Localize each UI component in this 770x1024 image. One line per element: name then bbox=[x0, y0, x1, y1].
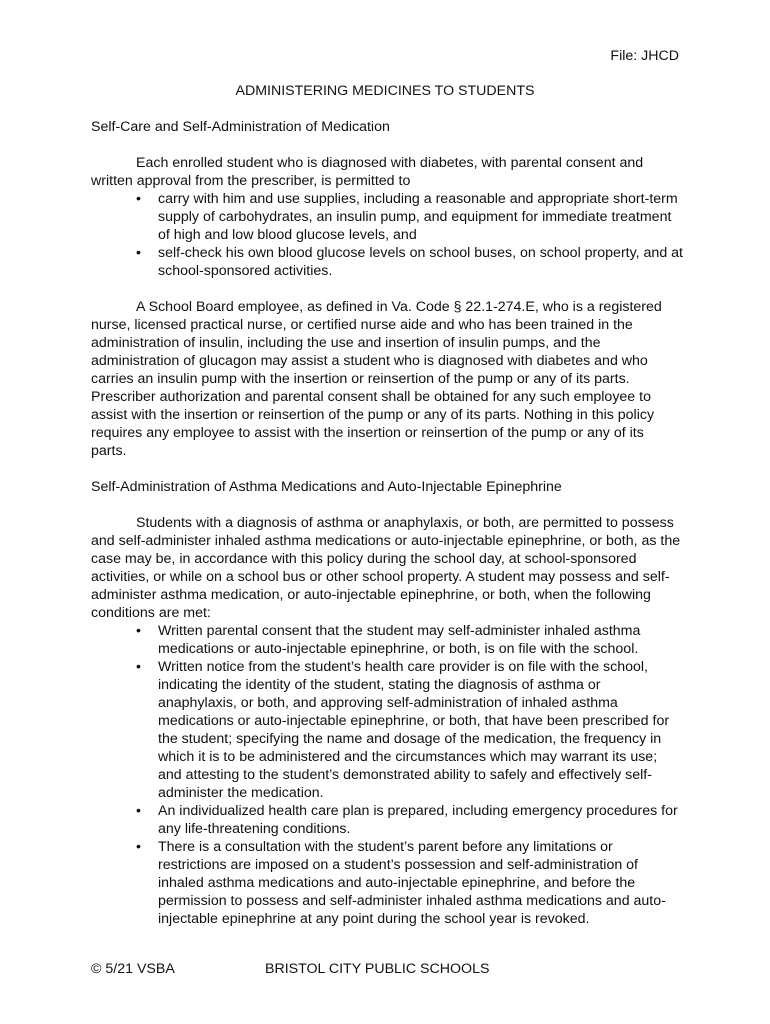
list-item bbox=[91, 658, 683, 802]
file-code: File: JHCD bbox=[610, 48, 679, 64]
list-item-text: self-check his own blood glucose levels on school buses, on school property, and at school-sponsored activities. bbox=[158, 245, 683, 279]
list-item-text: There is a consultation with the student’s parent before any limitations or restrictions are imposed on a student’s possession and self-administration of inhaled asthma medications and auto-injectable epinephrine, and before the permission to possess and self-administer inhaled asthma medications and auto-injectable epinephrine at any point during the school year is revoked. bbox=[158, 839, 666, 927]
list-item-text: carry with him and use supplies, including a reasonable and appropriate short-term supply of carbohydrates, an insulin pump, and equipment for immediate treatment of high and low blood glucose levels, and bbox=[158, 191, 678, 243]
asthma-bullet-list bbox=[91, 622, 683, 928]
bullet-icon: • bbox=[136, 245, 141, 261]
document-title: ADMINISTERING MEDICINES TO STUDENTS bbox=[235, 83, 535, 99]
list-item-text: Written notice from the student’s health care provider is on file with the school, indicating the identity of the student, stating the diagnosis of asthma or anaphylaxis, or both, and approving self-administration of inhaled asthma medications or auto-injectable epinephrine, or both, that have been prescribed for the student; specifying the name and dosage of the medication, the frequency in which it is to be administered and the circumstances which may warrant its use; and attesting to the student’s demonstrated ability to safely and effectively self-administer the medication. bbox=[158, 659, 670, 801]
footer-organization: BRISTOL CITY PUBLIC SCHOOLS bbox=[265, 961, 490, 977]
paragraph-asthma-intro: Students with a diagnosis of asthma or anaphylaxis, or both, are permitted to possess and self-administer inhaled asthma medications or auto-injectable epinephrine, or both, as the case may be, in accordance with this policy during the school day, at school-sponsored activities, or while on a school bus or other school property. A student may possess and self-administer asthma medication, or auto-injectable epinephrine, or both, when the following conditions are met: bbox=[91, 515, 681, 621]
diabetes-bullet-list bbox=[91, 190, 683, 280]
list-item bbox=[91, 802, 683, 838]
document-body bbox=[91, 118, 683, 928]
list-item bbox=[91, 622, 683, 658]
list-item bbox=[91, 838, 683, 928]
paragraph-insulin-pump: A School Board employee, as defined in Va. Code § 22.1-274.E, who is a registered nurse, licensed practical nurse, or certified nurse aide and who has been trained in the administration of insulin, including the use and insertion of insulin pumps, and the administration of glucagon may assist a student who is diagnosed with diabetes and who carries an insulin pump with the insertion or reinsertion of the pump or any of its parts. Prescriber authorization and parental consent shall be obtained for any such employee to assist with the insertion or reinsertion of the pump or any of its parts. Nothing in this policy requires any employee to assist with the insertion or reinsertion of the pump or any of its parts. bbox=[91, 299, 662, 459]
list-item bbox=[91, 190, 683, 244]
list-item-text: An individualized health care plan is prepared, including emergency procedures for any life-threatening conditions. bbox=[158, 803, 678, 837]
bullet-icon: • bbox=[136, 623, 141, 639]
bullet-icon: • bbox=[136, 839, 141, 855]
footer-copyright: © 5/21 VSBA bbox=[91, 961, 175, 977]
bullet-icon: • bbox=[136, 803, 141, 819]
list-item bbox=[91, 244, 683, 280]
bullet-icon: • bbox=[136, 659, 141, 675]
section-heading-asthma: Self-Administration of Asthma Medications and Auto-Injectable Epinephrine bbox=[91, 479, 562, 495]
list-item-text: Written parental consent that the student may self-administer inhaled asthma medications or auto-injectable epinephrine, or both, is on file with the school. bbox=[158, 623, 641, 657]
bullet-icon: • bbox=[136, 191, 141, 207]
section-heading-self-care: Self-Care and Self-Administration of Medication bbox=[91, 119, 390, 135]
paragraph-diabetes-intro: Each enrolled student who is diagnosed with diabetes, with parental consent and written approval from the prescriber, is permitted to bbox=[91, 155, 644, 189]
